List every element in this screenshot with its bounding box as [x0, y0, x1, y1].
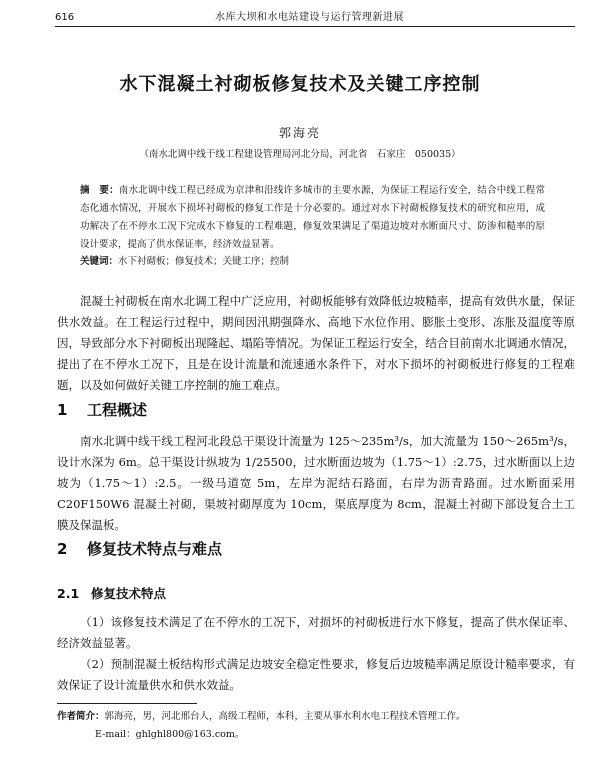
subsection-number: 2.1: [57, 586, 80, 601]
feature-item-1: （1）该修复技术满足了在不停水的工况下，对损坏的衬砌板进行水下修复，提高了供水保证率、经济效益显著。: [57, 615, 575, 650]
abstract-text: 南水北调中线工程已经成为京津和沿线许多城市的主要水源，为保证工程运行安全，结合中线工程常态化通水情况，开展水下损坏衬砌板的修复工作是十分必要的。通过对水下衬砌板修复技术的研究和应用，成功解决了在不停水工况下完成水下修复的工程难题，修复效果满足了渠道边坡对水断面尺寸、防渗和糙率的原设计要求，提高了供水保证率，经济效益显著。: [80, 185, 545, 250]
section-1-paragraph: 南水北调中线干线工程河北段总干渠设计流量为 125～235m³/s，加大流量为 150～265m³/s，设计水深为 6m。总干渠设计纵坡为 1/25500，过水断面边坡为（1.75～1）:2.75，过水断面以上边坡为（1.75～1）:2.5。一级马道宽 5m，左岸为泥结石路面，右岸为沥青路面。过水断面采用 C20F150W6 混凝土衬砌，渠坡衬砌厚度为 10cm，渠底厚度为 8cm，混凝土衬砌下部设复合土工膜及保温板。: [57, 434, 575, 532]
paper-title: 水下混凝土衬砌板修复技术及关键工序控制: [119, 74, 481, 95]
section-number: 1: [57, 401, 68, 419]
author-bio-text: 郭海亮，男，河北邢台人，高级工程师，本科，主要从事水利水电工程技术管理工作。: [104, 711, 466, 722]
abstract-label: 摘 要：: [80, 185, 119, 196]
footnote-divider: [57, 703, 197, 704]
author-affiliation: （南水北调中线干线工程建设管理局河北分局，河北省 石家庄 050035）: [139, 149, 461, 160]
subsection-heading-2-1: [57, 584, 166, 602]
section-heading-2: [57, 538, 222, 559]
feature-item-2: （2）预制混凝土板结构形式满足边坡安全稳定性要求，修复后边坡糙率满足原设计糙率要求，有效保证了设计流量供水和供水效益。: [57, 657, 575, 692]
author-name: 郭海亮: [278, 126, 321, 140]
section-title: 工程概述: [87, 401, 148, 419]
keywords: [80, 254, 545, 270]
author-bio: [57, 709, 575, 725]
section-number: 2: [57, 540, 68, 558]
keywords-text: 水下衬砌板；修复技术；关键工序；控制: [118, 256, 290, 267]
author-bio-label: 作者简介：: [57, 711, 105, 722]
subsection-title: 修复技术特点: [91, 586, 167, 601]
journal-title: 水库大坝和水电站建设与运行管理新进展: [215, 12, 404, 23]
abstract: [80, 182, 545, 254]
intro-paragraph: 混凝土衬砌板在南水北调工程中广泛应用，衬砌板能够有效降低边坡糙率，提高有效供水量，保证供水效益。在工程运行过程中，期间因汛期强降水、高地下水位作用、膨胀土变形、冻胀及温度等原因，导致部分水下衬砌板出现隆起、塌陷等情况。为保证工程运行安全，结合目前南水北调通水情况，提出了在不停水工况下，且是在设计流量和流速通水条件下，对水下损坏的衬砌板进行修复的工程难题，以及如何做好关键工序控制的施工难点。: [57, 294, 575, 392]
page-number: 616: [55, 12, 75, 23]
section-heading-1: [57, 399, 147, 420]
running-header: [55, 10, 575, 27]
author-email: E-mail：ghlghl800@163.com。: [95, 729, 245, 740]
section-title: 修复技术特点与难点: [87, 540, 223, 558]
keywords-label: 关键词：: [80, 256, 119, 267]
